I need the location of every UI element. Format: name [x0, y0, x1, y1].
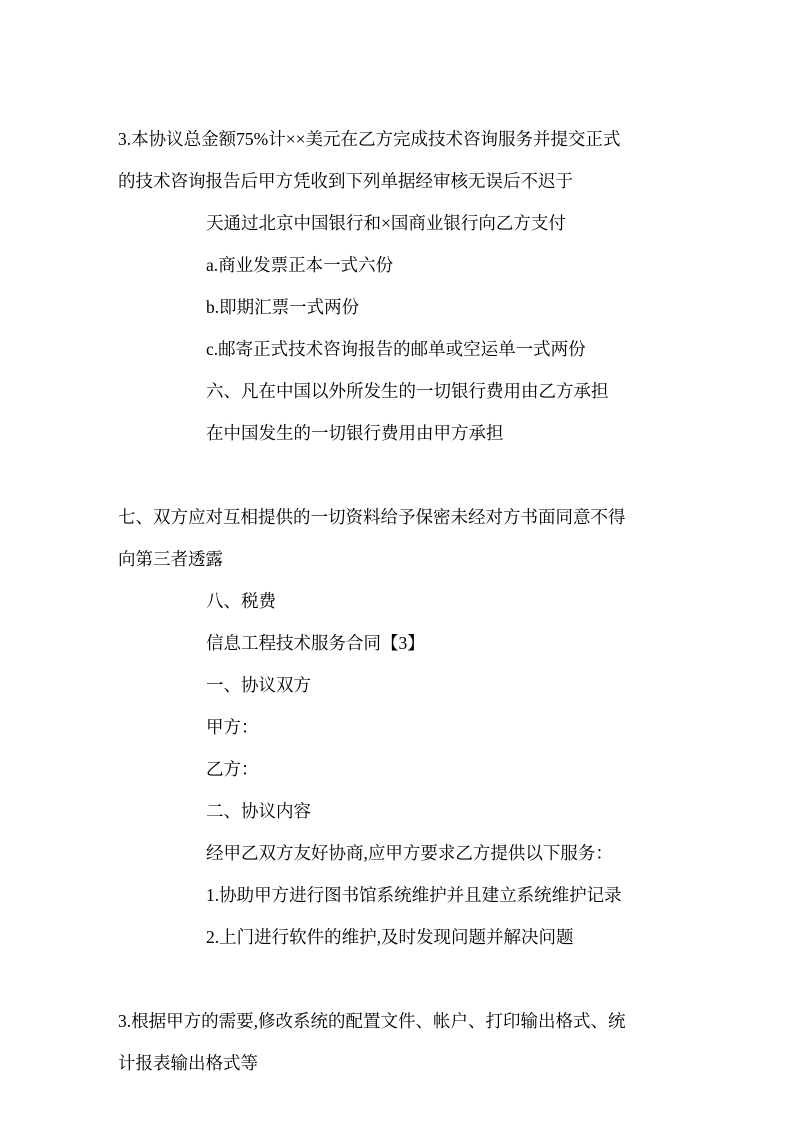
- paragraph-gap-2: [118, 958, 682, 1000]
- paragraph-item-c: c.邮寄正式技术咨询报告的邮单或空运单一式两份: [206, 339, 586, 359]
- paragraph-section-2-intro: 经甲乙双方友好协商,应甲方要求乙方提供以下服务：: [206, 843, 613, 863]
- paragraph-section-2: 二、协议内容: [206, 801, 311, 821]
- paragraph-clause-8: 八、税费: [206, 591, 276, 611]
- paragraph-item-a: a.商业发票正本一式六份: [206, 255, 394, 275]
- paragraph-clause-6: 六、凡在中国以外所发生的一切银行费用由乙方承担: [206, 381, 609, 401]
- document-body: [118, 118, 682, 1084]
- paragraph-clause-3-payment: 3.本协议总金额75%计××美元在乙方完成技术咨询服务并提交正式: [118, 129, 621, 149]
- paragraph-service-3: 3.根据甲方的需要,修改系统的配置文件、帐户、打印输出格式、统: [118, 1011, 626, 1031]
- paragraph-contract-title: 信息工程技术服务合同【3】: [206, 633, 425, 653]
- paragraph-clause-7: 七、双方应对互相提供的一切资料给予保密未经对方书面同意不得: [118, 507, 626, 527]
- paragraph-gap-1: [118, 454, 682, 496]
- paragraph-bank-transfer: 天通过北京中国银行和×国商业银行向乙方支付: [206, 213, 566, 233]
- paragraph-section-1: 一、协议双方: [206, 675, 311, 695]
- paragraph-party-a: 甲方：: [206, 717, 259, 737]
- paragraph-clause-7-cont: 向第三者透露: [118, 549, 223, 569]
- paragraph-item-b: b.即期汇票一式两份: [206, 297, 360, 317]
- paragraph-service-2: 2.上门进行软件的维护,及时发现问题并解决问题: [206, 927, 574, 947]
- paragraph-clause-6-cont: 在中国发生的一切银行费用由甲方承担: [206, 423, 504, 443]
- paragraph-party-b: 乙方：: [206, 759, 259, 779]
- paragraph-service-1: 1.协助甲方进行图书馆系统维护并且建立系统维护记录: [206, 885, 622, 905]
- paragraph-clause-3-payment-cont: 的技术咨询报告后甲方凭收到下列单据经审核无误后不迟于: [118, 171, 573, 191]
- paragraph-service-3-cont: 计报表输出格式等: [118, 1053, 258, 1073]
